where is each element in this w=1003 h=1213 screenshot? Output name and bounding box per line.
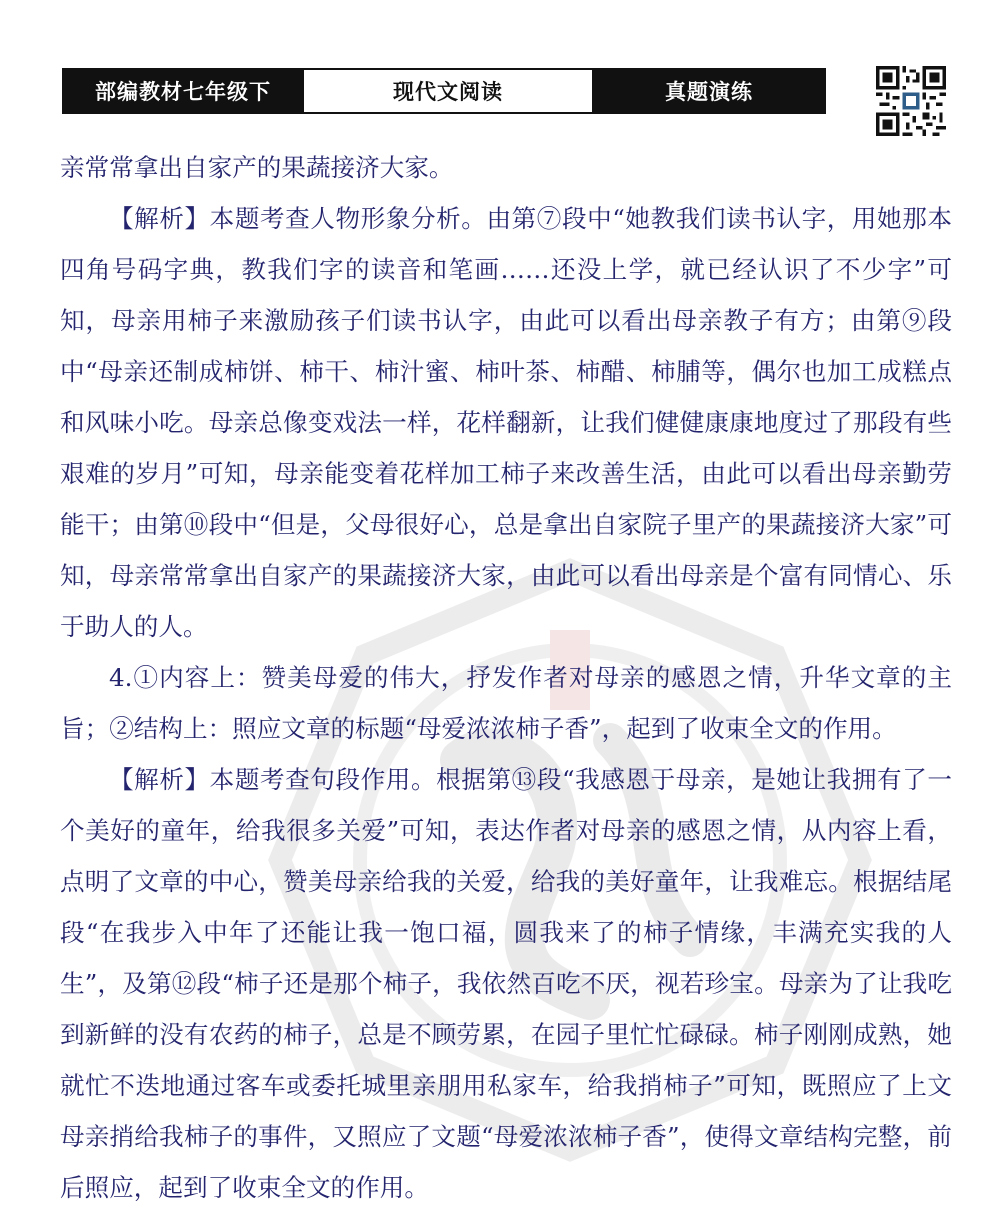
answer-content bbox=[60, 142, 952, 1213]
header-grade: 部编教材七年级下 bbox=[64, 70, 302, 112]
analysis-tag: 【解析】 bbox=[109, 204, 210, 233]
page-header bbox=[62, 68, 826, 114]
answer-paragraph-4: 4.①内容上：赞美母爱的伟大，抒发作者对母亲的感恩之情，升华文章的主旨；②结构上：照应文章的标题“母爱浓浓柿子香”，起到了收束全文的作用。 bbox=[60, 663, 952, 743]
header-subject: 现代文阅读 bbox=[302, 70, 594, 112]
analysis-paragraph-4 bbox=[60, 754, 952, 1213]
paragraph-continued: 亲常常拿出自家产的果蔬接济大家。 bbox=[60, 153, 454, 182]
analysis-text: 本题考查人物形象分析。由第⑦段中“她教我们读书认字，用她那本四角号码字典，教我们字的读音和笔画……还没上学，就已经认识了不少字”可知，母亲用柿子来激励孩子们读书认字，由此可以看出母亲教子有方；由第⑨段中“母亲还制成柿饼、柿干、柿汁蜜、柿叶茶、柿醋、柿脯等，偶尔也加工成糕点和风味小吃。母亲总像变戏法一样，花样翻新，让我们健健康康地度过了那段有些艰难的岁月”可知，母亲能变着花样加工柿子来改善生活，由此可以看出母亲勤劳能干；由第⑩段中“但是，父母很好心，总是拿出自家院子里产的果蔬接济大家”可知，母亲常常拿出自家产的果蔬接济大家，由此可以看出母亲是个富有同情心、乐于助人的人。 bbox=[60, 204, 952, 641]
analysis-tag: 【解析】 bbox=[109, 765, 210, 794]
analysis-paragraph-3 bbox=[60, 193, 952, 652]
header-section: 真题演练 bbox=[594, 70, 824, 112]
qr-code-icon bbox=[876, 66, 946, 136]
analysis-text: 本题考查句段作用。根据第⑬段“我感恩于母亲，是她让我拥有了一个美好的童年，给我很多关爱”可知，表达作者对母亲的感恩之情，从内容上看，点明了文章的中心，赞美母亲给我的关爱，给我的美好童年，让我难忘。根据结尾段“在我步入中年了还能让我一饱口福，圆我来了的柿子情缘，丰满充实我的人生”，及第⑫段“柿子还是那个柿子，我依然百吃不厌，视若珍宝。母亲为了让我吃到新鲜的没有农药的柿子，总是不顾劳累，在园子里忙忙碌碌。柿子刚刚成熟，她就忙不迭地通过客车或委托城里亲朋用私家车，给我捎柿子”可知，既照应了上文母亲捎给我柿子的事件，又照应了文题“母爱浓浓柿子香”，使得文章结构完整，前后照应，起到了收束全文的作用。 bbox=[60, 765, 952, 1202]
